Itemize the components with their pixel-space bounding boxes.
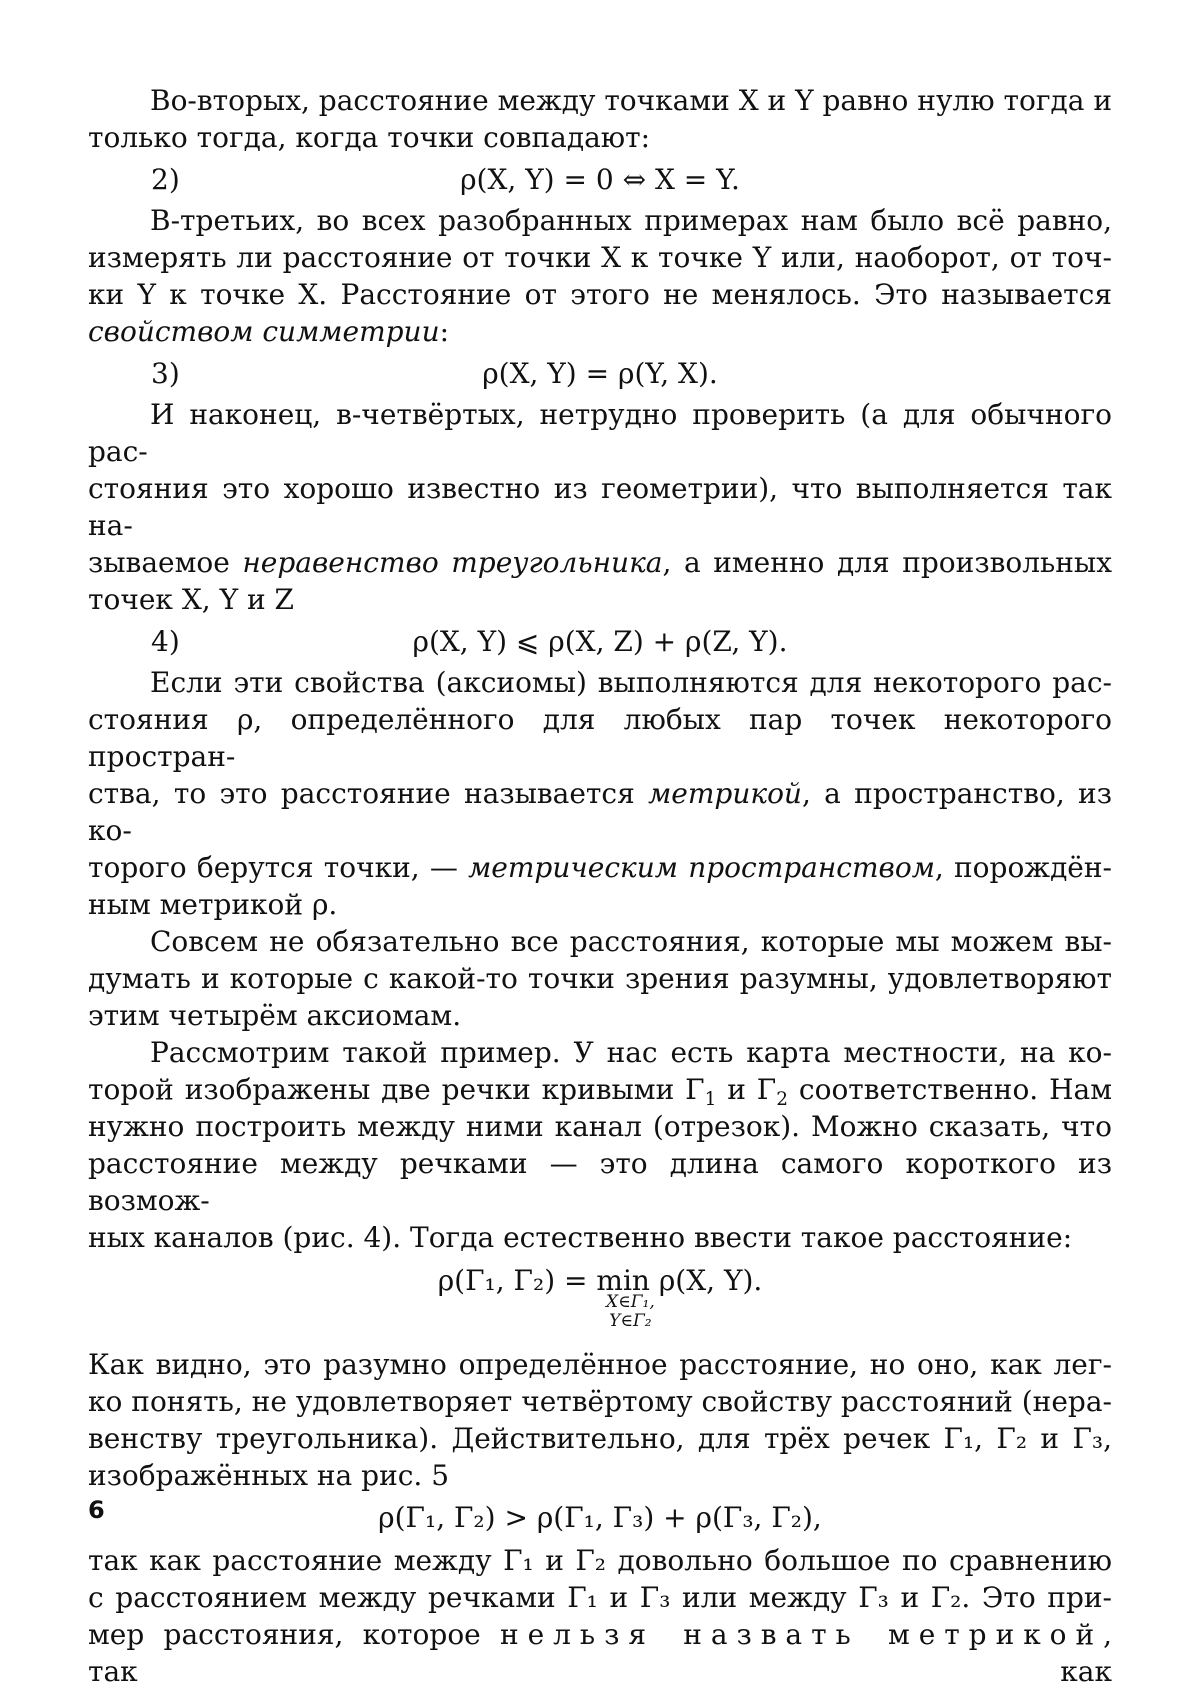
- paragraph-line: изображённых на рис. 5: [88, 1459, 450, 1492]
- text-span: , порождён-: [934, 851, 1113, 884]
- formula-body: ρ(X, Y) ⩽ ρ(X, Z) + ρ(Z, Y).: [412, 625, 788, 658]
- formula-number: 2): [151, 163, 180, 196]
- paragraph-line: стояния это хорошо известно из геометрии), что выполняется так на-: [88, 472, 1112, 542]
- page-number: 6: [88, 1496, 105, 1524]
- text-span: зываемое: [88, 546, 243, 579]
- emphasis-term: свойством симметрии: [88, 315, 440, 348]
- formula-body: ρ(Γ₁, Γ₂) > ρ(Γ₁, Γ₃) + ρ(Γ₃, Γ₂),: [378, 1501, 822, 1534]
- emphasis-term: неравенство треугольника: [242, 546, 663, 579]
- formula-body: ρ(X, Y) = 0 ⇔ X = Y.: [460, 163, 740, 196]
- subscript: 1: [704, 1088, 717, 1110]
- text-span: и Γ: [716, 1073, 777, 1106]
- paragraph-line: венству треугольника). Действительно, для трёх речек Γ₁, Γ₂ и Γ₃,: [88, 1422, 1112, 1455]
- text-span: , а именно для произвольных: [662, 546, 1112, 579]
- paragraph-line: точек X, Y и Z: [88, 583, 294, 616]
- formula-2: [88, 156, 1112, 202]
- paragraph-line: с расстоянием между речками Γ₁ и Γ₃ или между Γ₃ и Γ₂. Это при-: [88, 1581, 1112, 1614]
- paragraph-line: [88, 1616, 1112, 1690]
- paragraph-line: Во-вторых, расстояние между точками X и Y равно нулю тогда и: [150, 84, 1113, 117]
- paragraph-line: нужно построить между ними канал (отрезок). Можно сказать, что: [88, 1110, 1112, 1143]
- min-operator: [596, 1262, 655, 1331]
- paragraph-line: Если эти свойства (аксиомы) выполняются для некоторого рас-: [150, 666, 1112, 699]
- paragraph-line: [88, 775, 1112, 849]
- paragraph-line: Рассмотрим такой пример. У нас есть карта местности, на ко-: [150, 1036, 1112, 1069]
- paragraph-line: В-третьих, во всех разобранных примерах нам было всё равно,: [150, 204, 1112, 237]
- text-span: торой изображены две речки кривыми Γ: [88, 1073, 705, 1106]
- text-span: соответственно. Нам: [788, 1073, 1112, 1106]
- paragraph-line: Как видно, это разумно определённое расстояние, но оно, как лег-: [88, 1348, 1112, 1381]
- formula-lhs: ρ(Γ₁, Γ₂) =: [437, 1264, 588, 1297]
- formula-rhs: ρ(X, Y).: [658, 1264, 763, 1297]
- min-subscript: [590, 1293, 670, 1331]
- paragraph-line: этим четырём аксиомам.: [88, 999, 462, 1032]
- paragraph-line: стояния ρ, определённого для любых пар точек некоторого простран-: [88, 703, 1112, 773]
- paragraph-line: думать и которые с какой-то точки зрения разумны, удовлетворяют: [88, 962, 1112, 995]
- paragraph-line: только тогда, когда точки совпадают:: [88, 121, 651, 154]
- paragraph-line: ки Y к точке X. Расстояние от этого не менялось. Это называется: [88, 278, 1112, 311]
- text-span: , так как: [88, 1618, 1112, 1688]
- formula-3: [88, 350, 1112, 396]
- subscript: 2: [776, 1088, 788, 1110]
- formula-number: 3): [151, 357, 180, 390]
- text-span: , а пространство, из ко-: [88, 777, 1112, 847]
- paragraph-line: ным метрикой ρ.: [88, 888, 338, 921]
- paragraph-line: измерять ли расстояние от точки X к точке Y или, наоборот, от точ-: [88, 241, 1112, 274]
- text-span: торого берутся точки, —: [88, 851, 469, 884]
- paragraph-line: расстояние между речками — это длина самого короткого из возмож-: [88, 1147, 1112, 1217]
- emphasis-term: метрикой: [648, 777, 802, 810]
- text-span: мер расстояния, которое: [88, 1618, 501, 1651]
- page-text: [88, 82, 1112, 1690]
- min-subscript-line-1: X∈Γ₁,: [606, 1292, 655, 1312]
- paragraph-line: [88, 313, 1112, 350]
- formula-4: [88, 618, 1112, 664]
- paragraph-line: [88, 849, 1112, 886]
- paragraph-line: [88, 1071, 1112, 1108]
- min-label: min: [596, 1264, 650, 1297]
- formula-number: 4): [151, 625, 180, 658]
- paragraph-line: ных каналов (рис. 4). Тогда естественно ввести такое расстояние:: [88, 1221, 1073, 1254]
- paragraph-line: ко понять, не удовлетворяет четвёртому свойству расстояний (нера-: [88, 1385, 1112, 1418]
- formula-min-distance: [88, 1256, 1112, 1346]
- spaced-emphasis: нельзя назвать метрикой: [500, 1618, 1104, 1651]
- formula-body: ρ(X, Y) = ρ(Y, X).: [482, 357, 718, 390]
- paragraph-line: И наконец, в-четвёртых, нетрудно проверить (а для обычного рас-: [88, 398, 1112, 468]
- min-subscript-line-2: Y∈Γ₂: [609, 1311, 652, 1331]
- paragraph-line: [88, 544, 1112, 581]
- paragraph-line: так как расстояние между Γ₁ и Γ₂ довольно большое по сравнению: [88, 1544, 1112, 1577]
- formula-inequality: [88, 1494, 1112, 1542]
- emphasis-term: метрическим пространством: [468, 851, 935, 884]
- text-span: :: [439, 315, 450, 348]
- paragraph-line: Совсем не обязательно все расстояния, которые мы можем вы-: [150, 925, 1112, 958]
- text-span: ства, то это расстояние называется: [88, 777, 649, 810]
